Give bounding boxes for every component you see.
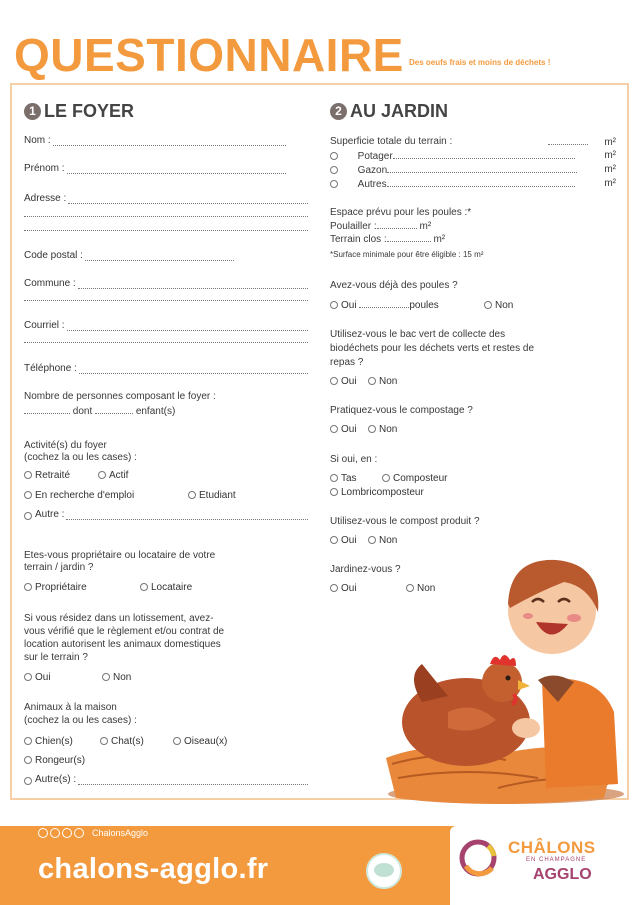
- activites-options-2: [24, 490, 308, 501]
- logo-text-chalons: CHÂLONS: [508, 838, 596, 857]
- option-label: Autre(s) :: [35, 774, 77, 785]
- option-label: Chat(s): [111, 736, 144, 747]
- adresse-field[interactable]: [24, 193, 308, 204]
- radio-icon[interactable]: [368, 377, 376, 385]
- option-label: Retraité: [35, 470, 71, 481]
- adresse-label: Adresse :: [24, 193, 67, 204]
- si-oui-label: Si oui, en :: [330, 454, 378, 465]
- gazon-input[interactable]: [387, 164, 577, 173]
- option-label: Potager: [357, 151, 393, 162]
- radio-icon[interactable]: [484, 301, 492, 309]
- youtube-icon[interactable]: [74, 828, 84, 838]
- compostage-options: [330, 424, 616, 435]
- option-label: Lombricomposteur: [341, 487, 424, 498]
- option-label: Rongeur(s): [35, 755, 86, 766]
- option-label: Oui: [341, 535, 357, 546]
- telephone-field[interactable]: [24, 363, 308, 374]
- telephone-input[interactable]: [79, 365, 308, 374]
- radio-icon[interactable]: [24, 491, 32, 499]
- instagram-icon[interactable]: [62, 828, 72, 838]
- radio-icon[interactable]: [24, 583, 32, 591]
- page-title: QUESTIONNAIRE: [14, 29, 404, 81]
- boy-cheek-left: [523, 613, 533, 619]
- lotissement-question-2: vous vérifié que le règlement et/ou contrat de: [24, 626, 225, 637]
- option-non[interactable]: [484, 300, 513, 311]
- unit-label: m²: [604, 178, 616, 189]
- deja-poules-options: [330, 299, 616, 311]
- unit-label: m²: [604, 164, 616, 175]
- social-handle[interactable]: ChalonsAgglo: [92, 828, 149, 838]
- poulailler-label: Poulailler :: [330, 221, 377, 232]
- option-label: En recherche d'emploi: [35, 490, 135, 501]
- autres-row[interactable]: [330, 178, 616, 191]
- animaux-options-1: [24, 736, 308, 747]
- option-non[interactable]: [368, 376, 397, 387]
- nom-label: Nom :: [24, 135, 51, 146]
- adresse-input[interactable]: [68, 195, 308, 204]
- option-label: Propriétaire: [35, 582, 87, 593]
- adresse-line-3[interactable]: [24, 230, 308, 231]
- nb-personnes-row: [24, 405, 308, 418]
- option-label: Actif: [109, 470, 129, 481]
- option-label: Oui: [35, 672, 51, 683]
- option-label: Non: [379, 424, 398, 435]
- section-title-jardin: AU JARDIN: [350, 100, 449, 121]
- option-label: Autres: [357, 179, 387, 190]
- nom-field[interactable]: [24, 135, 286, 146]
- unit-label: m²: [604, 137, 616, 148]
- boy-cheek-right: [567, 614, 581, 622]
- prenom-input[interactable]: [67, 165, 286, 174]
- radio-icon[interactable]: [330, 584, 338, 592]
- radio-icon[interactable]: [330, 536, 338, 544]
- option-rongeurs[interactable]: [24, 755, 85, 766]
- compost-type-options-2: [330, 487, 616, 498]
- autres-animaux-input[interactable]: [78, 776, 308, 785]
- superficie-input[interactable]: [548, 136, 588, 145]
- option-autres-animaux[interactable]: [24, 774, 308, 785]
- autres-input[interactable]: [387, 178, 575, 187]
- boy-with-hen-illustration: [378, 552, 630, 810]
- section-jardin: [330, 98, 616, 594]
- compostage-question: Pratiquez-vous le compostage ?: [330, 405, 473, 416]
- radio-icon[interactable]: [24, 512, 32, 520]
- option-locataire[interactable]: [140, 582, 192, 593]
- boy-hand: [512, 718, 540, 738]
- activites-question: Activité(s) du foyer: [24, 440, 107, 451]
- utilise-compost-question: Utilisez-vous le compost produit ?: [330, 516, 480, 527]
- radio-icon[interactable]: [330, 474, 338, 482]
- courriel-field[interactable]: [24, 320, 308, 331]
- potager-row[interactable]: [330, 150, 616, 163]
- unit-label: m²: [604, 150, 616, 161]
- gazon-row[interactable]: [330, 164, 616, 177]
- activites-options-1: [24, 470, 308, 481]
- radio-icon[interactable]: [24, 777, 32, 785]
- bac-vert-question-3: repas ?: [330, 357, 364, 368]
- option-label: Chien(s): [35, 736, 73, 747]
- option-etudiant[interactable]: [188, 490, 236, 501]
- potager-input[interactable]: [393, 150, 575, 159]
- unit-label: m²: [433, 234, 446, 245]
- radio-icon[interactable]: [330, 425, 338, 433]
- radio-icon[interactable]: [368, 425, 376, 433]
- option-actif[interactable]: [98, 470, 128, 481]
- option-oui[interactable]: [330, 376, 368, 387]
- nb-poules-input[interactable]: [359, 299, 409, 308]
- lotissement-question-3: location autorisent les animaux domestiques: [24, 639, 221, 650]
- option-oui-poules[interactable]: [330, 299, 484, 311]
- poulailler-row: [330, 220, 616, 233]
- option-oui[interactable]: [24, 672, 102, 683]
- option-non[interactable]: [368, 535, 397, 546]
- radio-icon[interactable]: [330, 377, 338, 385]
- option-oui[interactable]: [330, 424, 368, 435]
- partner-logo: [366, 853, 402, 889]
- option-autre[interactable]: [24, 509, 308, 520]
- chalons-logo-icon: [458, 838, 498, 878]
- option-proprietaire[interactable]: [24, 582, 140, 593]
- radio-icon[interactable]: [188, 491, 196, 499]
- commune-field[interactable]: [24, 278, 308, 289]
- nb-enfants-input[interactable]: [95, 405, 133, 414]
- poulailler-input[interactable]: [377, 220, 417, 229]
- poules-label: poules: [409, 300, 439, 311]
- radio-icon[interactable]: [24, 756, 32, 764]
- code-postal-label: Code postal :: [24, 250, 83, 261]
- jardinez-question: Jardinez-vous ?: [330, 564, 401, 575]
- bac-vert-options: [330, 376, 616, 387]
- option-non[interactable]: [368, 424, 397, 435]
- section-foyer: [24, 98, 308, 785]
- animaux-hint: (cochez la ou les cases) :: [24, 715, 137, 726]
- option-label: Locataire: [151, 582, 193, 593]
- utilise-compost-options: [330, 535, 616, 546]
- radio-icon[interactable]: [24, 673, 32, 681]
- section-heading-jardin: [330, 98, 616, 124]
- option-label: Tas: [341, 473, 357, 484]
- radio-icon[interactable]: [330, 301, 338, 309]
- animaux-question: Animaux à la maison: [24, 702, 117, 713]
- facebook-icon[interactable]: [38, 828, 48, 838]
- courriel-line-2[interactable]: [24, 342, 308, 343]
- radio-icon[interactable]: [330, 488, 338, 496]
- autre-input[interactable]: [66, 511, 308, 520]
- option-recherche[interactable]: [24, 490, 188, 501]
- deja-poules-question: Avez-vous déjà des poules ?: [330, 280, 458, 291]
- option-label: Non: [417, 583, 436, 594]
- section-heading-foyer: [24, 98, 308, 124]
- logo-text-agglo: AGGLO: [533, 866, 592, 883]
- prenom-label: Prénom :: [24, 163, 65, 174]
- nb-personnes-input[interactable]: [24, 405, 70, 414]
- radio-icon[interactable]: [100, 737, 108, 745]
- dont-label: dont: [72, 406, 93, 417]
- lotissement-options: [24, 672, 308, 683]
- social-links: [38, 828, 148, 838]
- terrain-clos-input[interactable]: [387, 233, 431, 242]
- activites-hint: (cochez la ou les cases) :: [24, 452, 137, 463]
- surface-note: *Surface minimale pour être éligible : 15 m²: [330, 250, 484, 259]
- hen-eye: [506, 676, 511, 681]
- radio-icon[interactable]: [140, 583, 148, 591]
- option-label: Composteur: [393, 473, 448, 484]
- option-label: Non: [113, 672, 132, 683]
- proprio-question-1: Etes-vous propriétaire ou locataire de votre: [24, 550, 216, 561]
- option-label: Oui: [341, 583, 357, 594]
- option-label: Non: [495, 300, 514, 311]
- option-chats[interactable]: [100, 736, 173, 747]
- code-postal-field[interactable]: [24, 250, 234, 261]
- radio-icon[interactable]: [382, 474, 390, 482]
- animaux-options-2: [24, 755, 308, 766]
- radio-icon[interactable]: [173, 737, 181, 745]
- unit-label: m²: [419, 221, 432, 232]
- radio-icon[interactable]: [98, 471, 106, 479]
- prenom-field[interactable]: [24, 163, 286, 174]
- nb-personnes-question: Nombre de personnes composant le foyer :: [24, 391, 216, 402]
- telephone-label: Téléphone :: [24, 363, 77, 374]
- section-number-1: 1: [24, 103, 41, 120]
- proprio-options: [24, 582, 308, 593]
- option-label: Oui: [341, 300, 357, 311]
- option-label: Gazon: [357, 165, 388, 176]
- option-label: Etudiant: [199, 490, 236, 501]
- logo-text-champagne: EN CHAMPAGNE: [526, 857, 587, 863]
- section-title-foyer: LE FOYER: [44, 100, 135, 121]
- bac-vert-question-1: Utilisez-vous le bac vert de collecte des: [330, 329, 506, 340]
- superficie-label: Superficie totale du terrain :: [330, 136, 453, 147]
- espace-question: Espace prévu pour les poules :*: [330, 207, 472, 218]
- option-non[interactable]: [102, 672, 131, 683]
- bac-vert-question-2: biodéchets pour les déchets verts et restes de: [330, 343, 535, 354]
- page-subtitle: Des oeufs frais et moins de déchets !: [409, 58, 551, 67]
- twitter-icon[interactable]: [50, 828, 60, 838]
- website-link[interactable]: chalons-agglo.fr: [38, 853, 269, 885]
- option-tas[interactable]: [330, 473, 382, 484]
- radio-icon[interactable]: [330, 180, 338, 188]
- option-composteur[interactable]: [382, 473, 447, 484]
- proprio-question-2: terrain / jardin ?: [24, 562, 94, 573]
- commune-input[interactable]: [78, 280, 308, 289]
- option-label: Oui: [341, 424, 357, 435]
- option-oui[interactable]: [330, 535, 368, 546]
- courriel-input[interactable]: [67, 322, 308, 331]
- code-postal-input[interactable]: [85, 252, 234, 261]
- terrain-clos-row: [330, 233, 616, 246]
- commune-line-2[interactable]: [24, 300, 308, 301]
- superficie-row: [330, 136, 616, 149]
- nom-input[interactable]: [53, 137, 286, 146]
- section-number-2: 2: [330, 103, 347, 120]
- radio-icon[interactable]: [24, 471, 32, 479]
- option-label: Oui: [341, 376, 357, 387]
- option-retraite[interactable]: [24, 470, 98, 481]
- enfants-label: enfant(s): [135, 406, 176, 417]
- option-label: Autre :: [35, 509, 65, 520]
- radio-icon[interactable]: [330, 166, 338, 174]
- courriel-label: Courriel :: [24, 320, 65, 331]
- option-label: Non: [379, 535, 398, 546]
- option-lombricomposteur[interactable]: [330, 487, 424, 498]
- commune-label: Commune :: [24, 278, 76, 289]
- hen-beak: [518, 680, 530, 690]
- option-chiens[interactable]: [24, 736, 100, 747]
- lotissement-question-4: sur le terrain ?: [24, 652, 88, 663]
- radio-icon[interactable]: [24, 737, 32, 745]
- radio-icon[interactable]: [330, 152, 338, 160]
- lotissement-question-1: Si vous résidez dans un lotissement, avez-: [24, 613, 214, 624]
- compost-type-options-1: [330, 473, 616, 484]
- option-label: Oiseau(x): [184, 736, 228, 747]
- option-oiseaux[interactable]: [173, 736, 227, 747]
- radio-icon[interactable]: [102, 673, 110, 681]
- option-label: Non: [379, 376, 398, 387]
- radio-icon[interactable]: [368, 536, 376, 544]
- terrain-clos-label: Terrain clos :: [330, 234, 387, 245]
- adresse-line-2[interactable]: [24, 216, 308, 217]
